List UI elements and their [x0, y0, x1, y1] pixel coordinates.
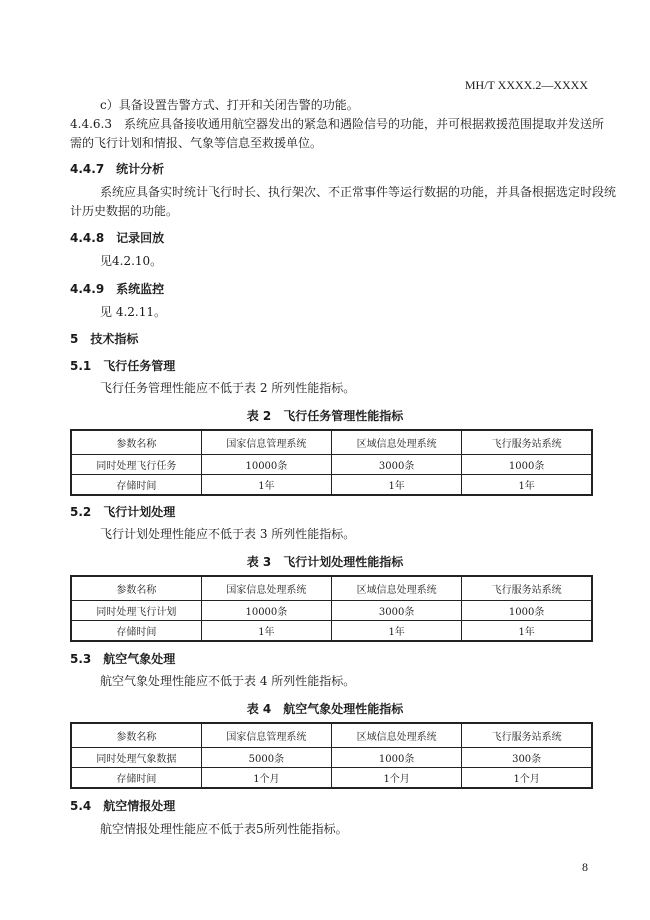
page-header: MH/T XXXX.2—XXXX: [464, 78, 588, 92]
section-5-4-heading: 5.4 航空情报处理: [70, 799, 176, 813]
section-4-4-7-heading: 4.4.7 统计分析: [70, 162, 165, 176]
table-row: [71, 455, 592, 475]
table-cell: 1000条: [462, 601, 592, 621]
table-cell: 1个月: [201, 768, 331, 789]
table2: [70, 429, 593, 496]
table-header-row: [71, 576, 592, 601]
section-4-4-7-line1: 系统应具备实时统计飞行时长、执行架次、不正常事件等运行数据的功能，并具备根据选定时段统: [100, 185, 617, 199]
table-cell: 1000条: [462, 455, 592, 475]
table-cell: 存储时间: [71, 475, 201, 496]
table2-caption: 表 2 飞行任务管理性能指标: [246, 409, 404, 423]
section-5-1-text: 飞行任务管理性能应不低于表 2 所列性能指标。: [100, 381, 356, 395]
table-cell: 5000条: [201, 748, 331, 768]
table-cell: 存储时间: [71, 768, 201, 789]
table-cell: 300条: [462, 748, 592, 768]
section-4-4-6-3-line2: 需的飞行计划和情报、气象等信息至救援单位。: [70, 136, 323, 150]
section-4-4-6-3-line1: 4.4.6.3 系统应具备接收通用航空器发出的紧急和遇险信号的功能，并可根据救援范围提取并发送所: [70, 117, 604, 131]
table-header-cell: 飞行服务站系统: [462, 723, 592, 748]
table-row: [71, 768, 592, 789]
item-c: c）具备设置告警方式、打开和关闭告警的功能。: [100, 98, 359, 112]
table3-caption: 表 3 飞行计划处理性能指标: [246, 555, 404, 569]
table-cell: 1年: [332, 475, 462, 496]
table-header-row: [71, 723, 592, 748]
table4-caption: 表 4 航空气象处理性能指标: [246, 702, 404, 716]
table-header-cell: 参数名称: [71, 723, 201, 748]
section-4-4-8-heading: 4.4.8 记录回放: [70, 231, 165, 245]
table-row: [71, 621, 592, 642]
table-header-cell: 飞行服务站系统: [462, 576, 592, 601]
table-row: [71, 601, 592, 621]
table-cell: 1年: [201, 475, 331, 496]
table-header-cell: 区域信息处理系统: [332, 723, 462, 748]
section-5-2-heading: 5.2 飞行计划处理: [70, 505, 176, 519]
table4: [70, 722, 593, 789]
section-4-4-9-heading: 4.4.9 系统监控: [70, 282, 165, 296]
section-4-4-9-text: 见 4.2.11。: [100, 305, 166, 319]
section-4-4-7-line2: 计历史数据的功能。: [70, 204, 179, 218]
table-cell: 3000条: [332, 455, 462, 475]
table-header-cell: 参数名称: [71, 576, 201, 601]
table-cell: 10000条: [201, 455, 331, 475]
table-header-cell: 国家信息管理系统: [201, 723, 331, 748]
section-5-4-text: 航空情报处理性能应不低于表5所列性能指标。: [100, 822, 348, 836]
table-header-row: [71, 430, 592, 455]
table-cell: 1年: [462, 621, 592, 642]
table-cell: 1000条: [332, 748, 462, 768]
section-4-4-8-text: 见4.2.10。: [100, 254, 163, 268]
table-cell: 3000条: [332, 601, 462, 621]
table-header-cell: 飞行服务站系统: [462, 430, 592, 455]
table-cell: 同时处理飞行计划: [71, 601, 201, 621]
table-row: [71, 748, 592, 768]
table-cell: 1年: [332, 621, 462, 642]
section-5-1-heading: 5.1 飞行任务管理: [70, 359, 176, 373]
table-cell: 同时处理飞行任务: [71, 455, 201, 475]
table-cell: 10000条: [201, 601, 331, 621]
section-5-3-heading: 5.3 航空气象处理: [70, 652, 176, 666]
table-header-cell: 国家信息管理系统: [201, 430, 331, 455]
table-cell: 1年: [201, 621, 331, 642]
table-cell: 同时处理气象数据: [71, 748, 201, 768]
section-5-3-text: 航空气象处理性能应不低于表 4 所列性能指标。: [100, 674, 356, 688]
section-5-2-text: 飞行计划处理性能应不低于表 3 所列性能指标。: [100, 527, 356, 541]
table-cell: 存储时间: [71, 621, 201, 642]
section-5-heading: 5 技术指标: [70, 332, 139, 346]
table-header-cell: 参数名称: [71, 430, 201, 455]
table-cell: 1个月: [332, 768, 462, 789]
table-header-cell: 区域信息处理系统: [332, 430, 462, 455]
table-header-cell: 区域信息处理系统: [332, 576, 462, 601]
table-cell: 1个月: [462, 768, 592, 789]
table-cell: 1年: [462, 475, 592, 496]
table-row: [71, 475, 592, 496]
page-number: 8: [582, 860, 588, 874]
table-header-cell: 国家信息处理系统: [201, 576, 331, 601]
table3: [70, 575, 593, 642]
